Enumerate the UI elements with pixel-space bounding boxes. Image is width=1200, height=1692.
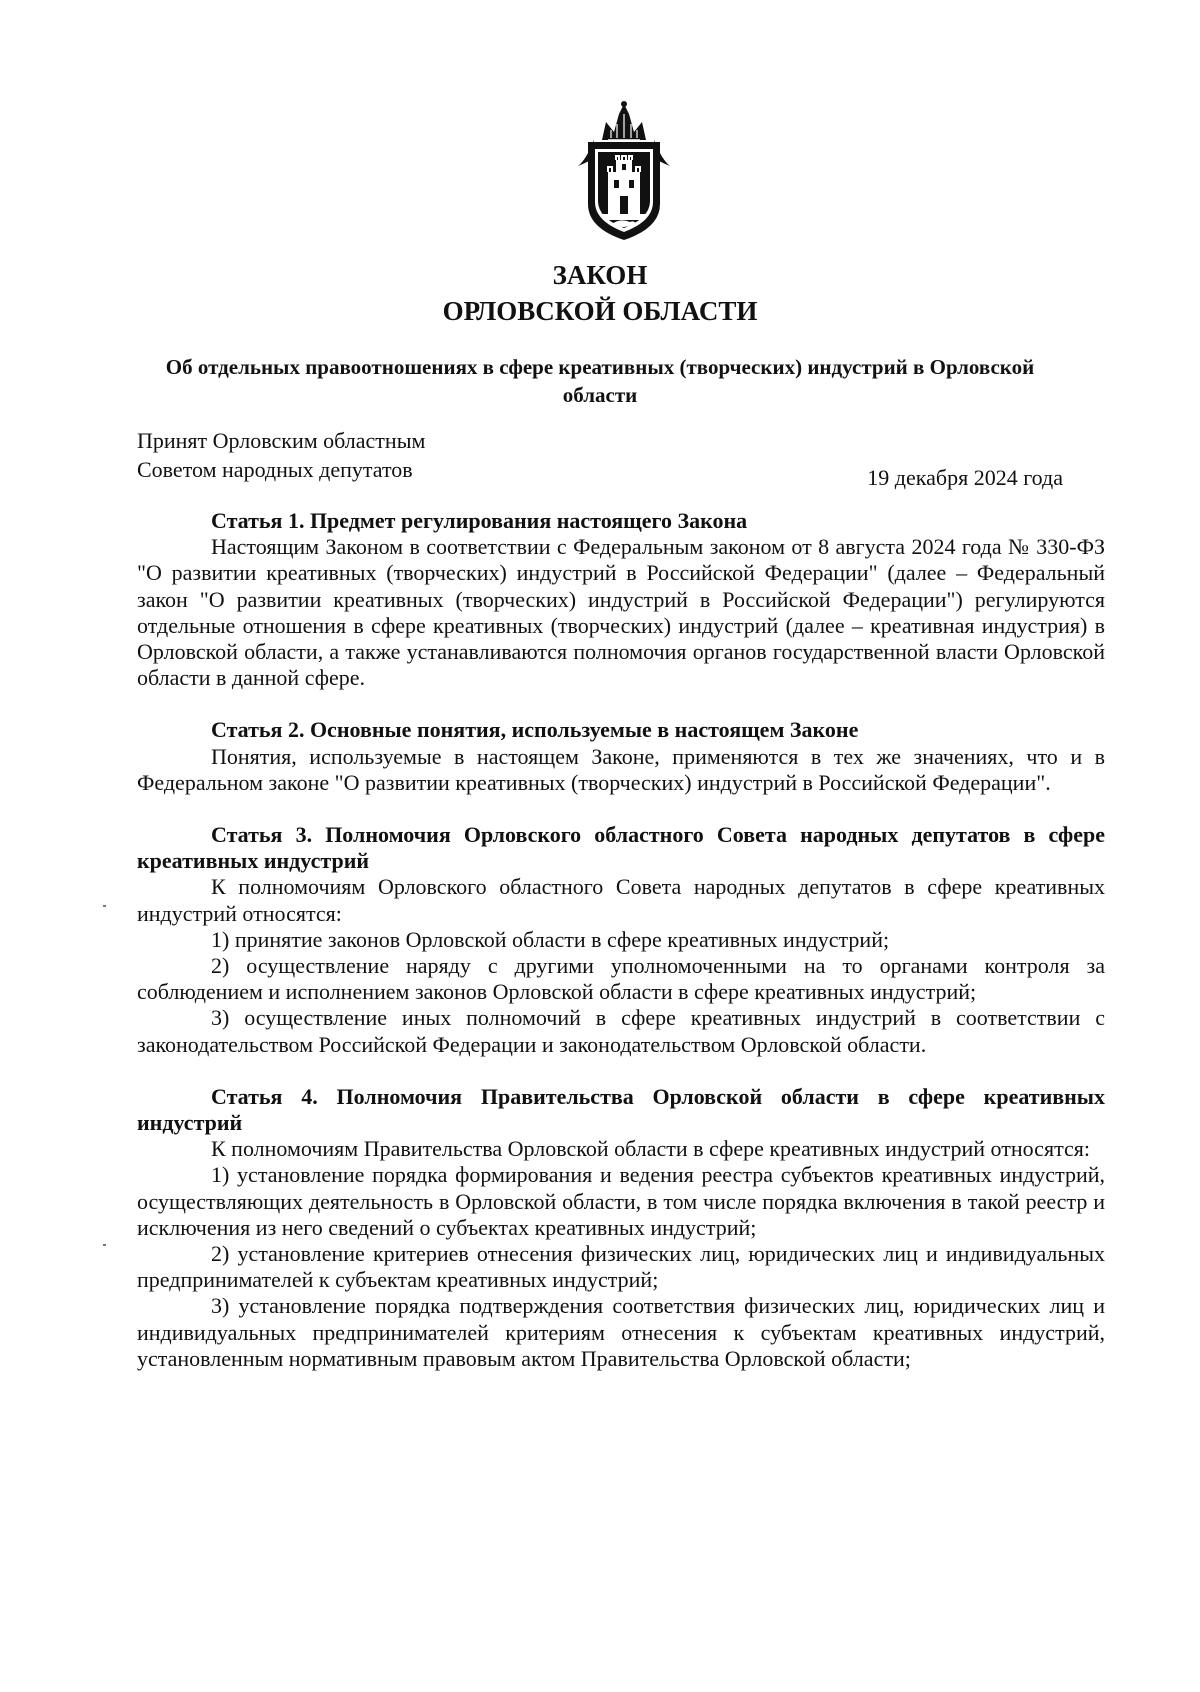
article-2-heading: Статья 2. Основные понятия, используемые в настоящем Законе — [211, 717, 859, 743]
adoption-date: 19 декабря 2024 года — [867, 465, 1063, 490]
article-4-item: 3) установление порядка подтверждения соответствия физических лиц, юридических лиц и индивидуальных предпринимателей критериям отнесения к субъектам креативных индустрий, установленным нормативным правовым актом Правительства Орловской области; — [137, 1293, 1105, 1371]
article-1-heading: Статья 1. Предмет регулирования настоящего Закона — [211, 508, 748, 533]
law-title-line2: ОРЛОВСКОЙ ОБЛАСТИ — [442, 296, 758, 326]
law-subject: Об отдельных правоотношениях в сфере креативных (творческих) индустрий в Орловской области — [165, 355, 1035, 407]
adoption-line1: Принят Орловским областным — [137, 428, 426, 453]
article-3-heading: Статья 3. Полномочия Орловского областного Совета народных депутатов в сфере креативных индустрий — [137, 822, 1105, 874]
law-title-line1: ЗАКОН — [552, 260, 648, 290]
article-4-heading: Статья 4. Полномочия Правительства Орловской области в сфере креативных индустрий — [137, 1083, 1105, 1136]
adoption-statement — [137, 426, 425, 484]
scan-speck — [103, 1244, 106, 1246]
article-3-item: 3) осуществление иных полномочий в сфере креативных индустрий в соответствии с законодательством Российской Федерации и законодательством Орловской области. — [137, 1005, 1105, 1057]
article-4-item: 1) установление порядка формирования и ведения реестра субъектов креативных индустрий, осуществляющих деятельность в Орловской области, в том числе порядка включения в такой реестр и исключения из него сведений о субъектах креативных индустрий; — [137, 1162, 1105, 1240]
scan-speck — [103, 905, 106, 907]
adoption-line2: Советом народных депутатов — [137, 457, 413, 482]
article-4-item: 2) установление критериев отнесения физических лиц, юридических лиц и индивидуальных предпринимателей к субъектам креативных индустрий; — [137, 1241, 1105, 1293]
article-3-item: 1) принятие законов Орловской области в сфере креативных индустрий; — [211, 926, 890, 952]
article-2-paragraph: Понятия, используемые в настоящем Законе, применяются в тех же значениях, что и в Федеральном законе "О развитии креативных (творческих) индустрий в Российской Федерации". — [137, 743, 1105, 795]
article-3-paragraph: К полномочиям Орловского областного Совета народных депутатов в сфере креативных индустрий относятся: — [137, 874, 1105, 926]
article-3-item: 2) осуществление наряду с другими уполномоченными на то органами контроля за соблюдением и исполнением законов Орловской области в сфере креативных индустрий; — [137, 953, 1105, 1005]
article-1-paragraph: Настоящим Законом в соответствии с Федеральным законом от 8 августа 2024 года № 330-ФЗ "О развитии креативных (творческих) индустрий в Российской Федерации" (далее – Федеральный закон "О развитии креативных (творческих) индустрий в Российской Федерации") регулируются отдельные отношения в сфере креативных (творческих) индустрий (далее – креативная индустрия) в Орловской области, а также устанавливаются полномочия органов государственной власти Орловской области в данной сфере. — [137, 534, 1105, 691]
article-4-paragraph: К полномочиям Правительства Орловской области в сфере креативных индустрий относятся: — [211, 1136, 1090, 1162]
coat-of-arms-icon — [564, 100, 684, 242]
law-body — [137, 508, 1105, 1372]
